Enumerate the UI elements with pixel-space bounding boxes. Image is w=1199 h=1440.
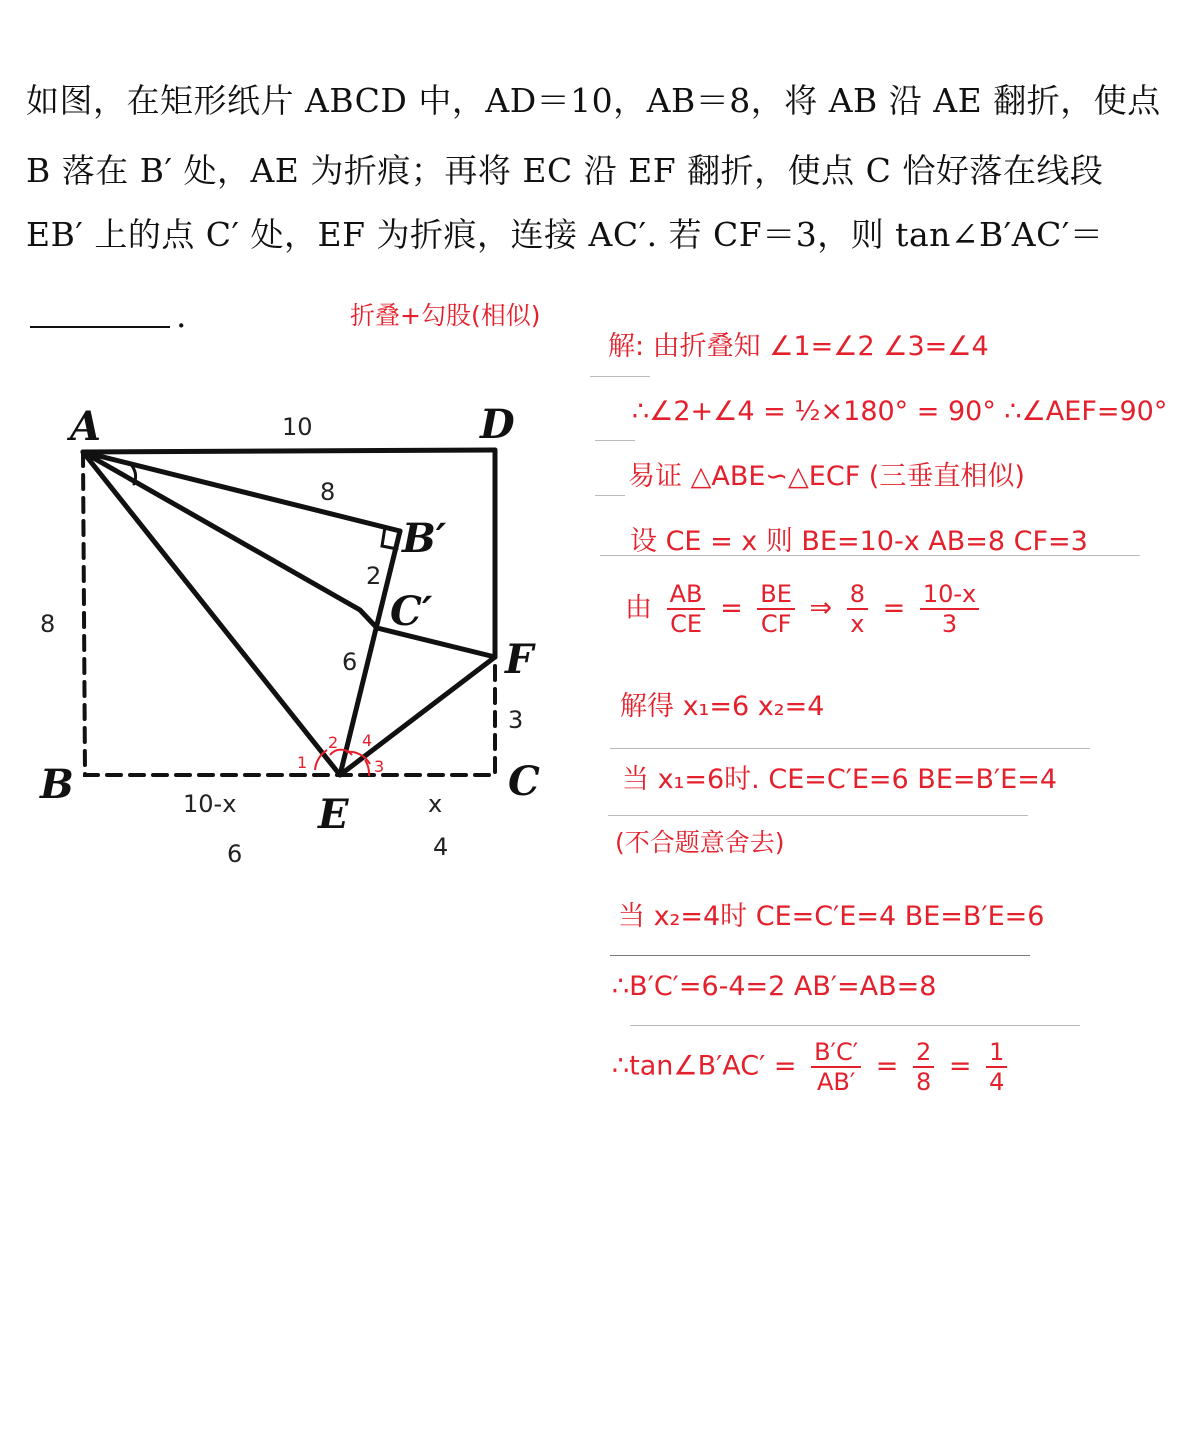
equals-sign: = [720,592,743,624]
fraction-2-8 [913,1040,934,1094]
ruled-line [595,495,625,496]
length-CF: 3 [508,706,524,734]
solution-line-1: 解: 由折叠知 ∠1=∠2 ∠3=∠4 [608,331,989,362]
solution-line-7: 当 x₁=6时. CE=C′E=6 BE=B′E=4 [622,764,1058,795]
denominator: AB′ [816,1068,856,1096]
numerator: 2 [913,1040,934,1068]
fraction-10-x-3 [920,582,979,636]
denominator: CF [760,610,792,638]
angle-label-3: 3 [374,757,385,776]
length-BE-value: 6 [227,840,243,868]
label-B: B [40,761,74,808]
solution-line-3: 易证 △ABE∽△ECF (三垂直相似) [628,461,1025,492]
solution-line-6: 解得 x₁=6 x₂=4 [620,691,825,722]
implies-arrow: ⇒ [809,592,833,624]
denominator: 4 [989,1068,1005,1096]
tan-expression: ∴tan∠B′AC′ = [612,1050,797,1082]
angle-label-2: 2 [328,733,339,752]
denominator: CE [670,610,702,638]
numerator: BE [757,582,795,610]
length-AB-prime: 8 [320,478,336,506]
segment-AD [83,450,495,452]
length-AD: 10 [282,413,313,441]
ruled-line [590,376,650,377]
solution-line-5 [625,582,985,636]
dashed-original-ABCF [83,452,495,775]
numerator: 10-x [920,582,979,610]
length-BE-expr: 10-x [183,790,237,818]
length-C-prime-E: 6 [342,648,358,676]
length-B-prime-C-prime: 2 [366,562,382,590]
label-E: E [318,791,349,838]
length-CE-value: 4 [433,833,449,861]
numerator: B′C′ [811,1040,861,1068]
denominator: 3 [941,610,958,638]
solution-line-2: ∴∠2+∠4 = ½×180° = 90° ∴∠AEF=90° [632,396,1168,427]
equals-sign: = [875,1050,899,1082]
fraction-1-4 [986,1040,1007,1094]
solution-line-8: (不合题意舍去) [615,828,785,857]
label-B-prime: B′ [402,515,447,562]
ruled-line [630,1025,1080,1026]
solution-line-11 [612,1040,1013,1094]
ruled-line [595,440,635,441]
ruled-line [610,955,1030,956]
label-A: A [70,403,102,450]
numerator: 1 [986,1040,1007,1068]
length-AB: 8 [40,610,56,638]
solution-line-10: ∴B′C′=6-4=2 AB′=AB=8 [612,971,937,1002]
solution-line-4: 设 CE = x 则 BE=10-x AB=8 CF=3 [630,526,1088,557]
angle-label-4: 4 [362,731,373,750]
segment-AB1 [83,452,400,531]
fraction-B1C1-AB1 [811,1040,861,1094]
segment-AE [83,452,340,775]
problem-line-3: EB′ 上的点 C′ 处，EF 为折痕，连接 AC′. 若 CF＝3，则 tan∠B′AC′＝ [26,215,1104,254]
equals-sign: = [948,1050,972,1082]
label-F: F [505,636,534,683]
by-word: 由 [625,592,652,624]
fraction-8-x [847,582,868,636]
solution-line-9: 当 x₂=4时 CE=C′E=4 BE=B′E=6 [618,901,1045,932]
denominator: x [850,610,865,638]
problem-line-2: B 落在 B′ 处，AE 为折痕；再将 EC 沿 EF 翻折，使点 C 恰好落在线段 [26,151,1104,190]
angle-label-1: 1 [297,753,308,772]
equals-sign: = [882,592,906,624]
denominator: 8 [916,1068,932,1096]
ruled-line [610,748,1090,749]
fraction-AB-CE [667,582,706,636]
numerator: 8 [847,582,868,610]
problem-line-1: 如图，在矩形纸片 ABCD 中，AD＝10，AB＝8，将 AB 沿 AE 翻折，使点 [26,81,1161,120]
label-C: C [508,758,540,805]
label-D: D [480,401,515,448]
method-note: 折叠+勾股(相似) [350,301,541,330]
answer-blank-period: . [176,296,187,335]
numerator: AB [667,582,706,610]
label-C-prime: C′ [390,588,433,635]
length-CE-expr: x [428,790,443,818]
ruled-line [608,815,1028,816]
fraction-BE-CF [757,582,795,636]
